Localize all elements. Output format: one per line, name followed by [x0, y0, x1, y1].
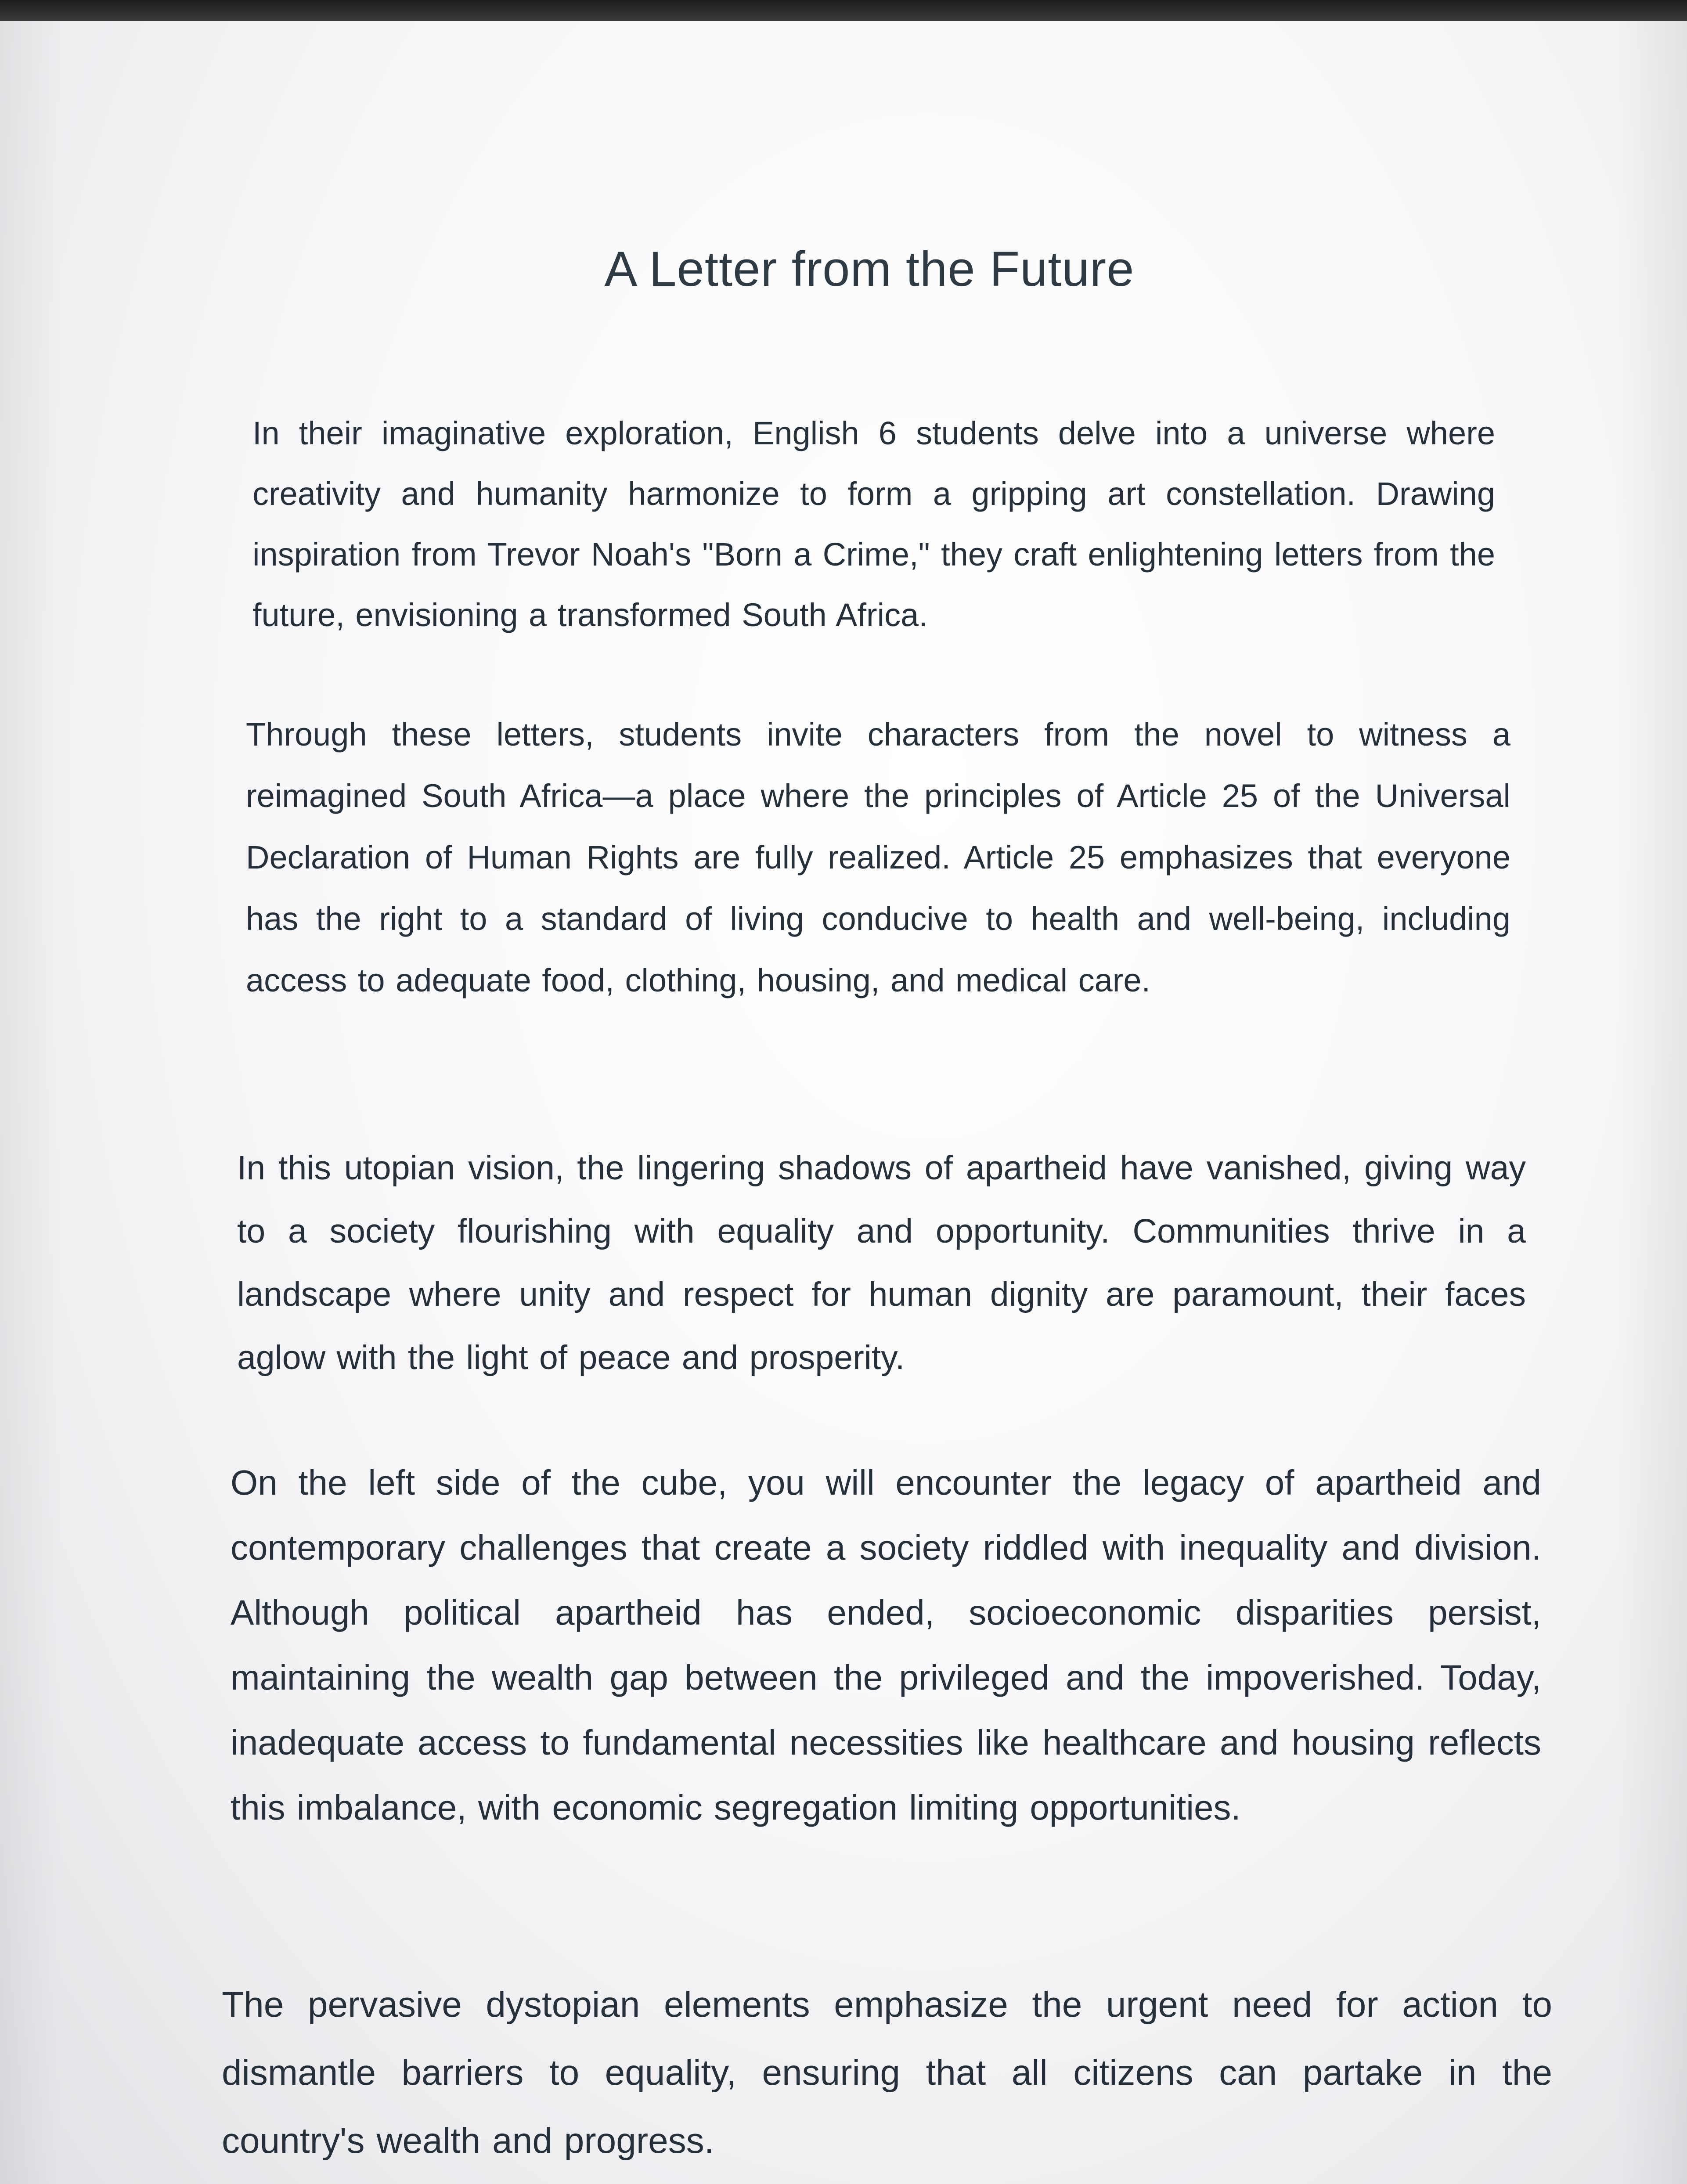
paragraph-dystopian-elements: The pervasive dystopian elements emphasize the urgent need for action to dismantle barriers to equality, ensuring that all citizens can partake in the country's wealth and progress. [222, 1985, 1552, 2161]
paragraph-article-25: Through these letters, students invite characters from the novel to witness a reimagined South Africa—a place where the principles of Article 25 of the Universal Declaration of Human Rights are fully realized. Article 25 emphasizes that everyone has the right to a standard of living conducive to health and well-being, including access to adequate food, clothing, housing, and medical care. [246, 716, 1510, 998]
document-page [0, 21, 1687, 2184]
page-title: A Letter from the Future [604, 241, 1135, 296]
paragraph-intro: In their imaginative exploration, English 6 students delve into a universe where creativity and humanity harmonize to form a gripping art constellation. Drawing inspiration from Trevor Noah's "Born a Crime," they craft enlightening letters from the future, envisioning a transformed South Africa. [252, 415, 1495, 633]
paragraph-legacy-of-apartheid: On the left side of the cube, you will encounter the legacy of apartheid and contemporary challenges that create a society riddled with inequality and division. Although political apartheid has ended, socioeconomic disparities persist, maintaining the wealth gap between the privileged and the impoverished. Today, inadequate access to fundamental necessities like healthcare and housing reflects this imbalance, with economic segregation limiting opportunities. [231, 1463, 1541, 1827]
paragraph-utopian-vision: In this utopian vision, the lingering shadows of apartheid have vanished, giving way to a society flourishing with equality and opportunity. Communities thrive in a landscape where unity and respect for human dignity are paramount, their faces aglow with the light of peace and prosperity. [237, 1149, 1526, 1377]
top-edge-shadow [0, 0, 1687, 21]
